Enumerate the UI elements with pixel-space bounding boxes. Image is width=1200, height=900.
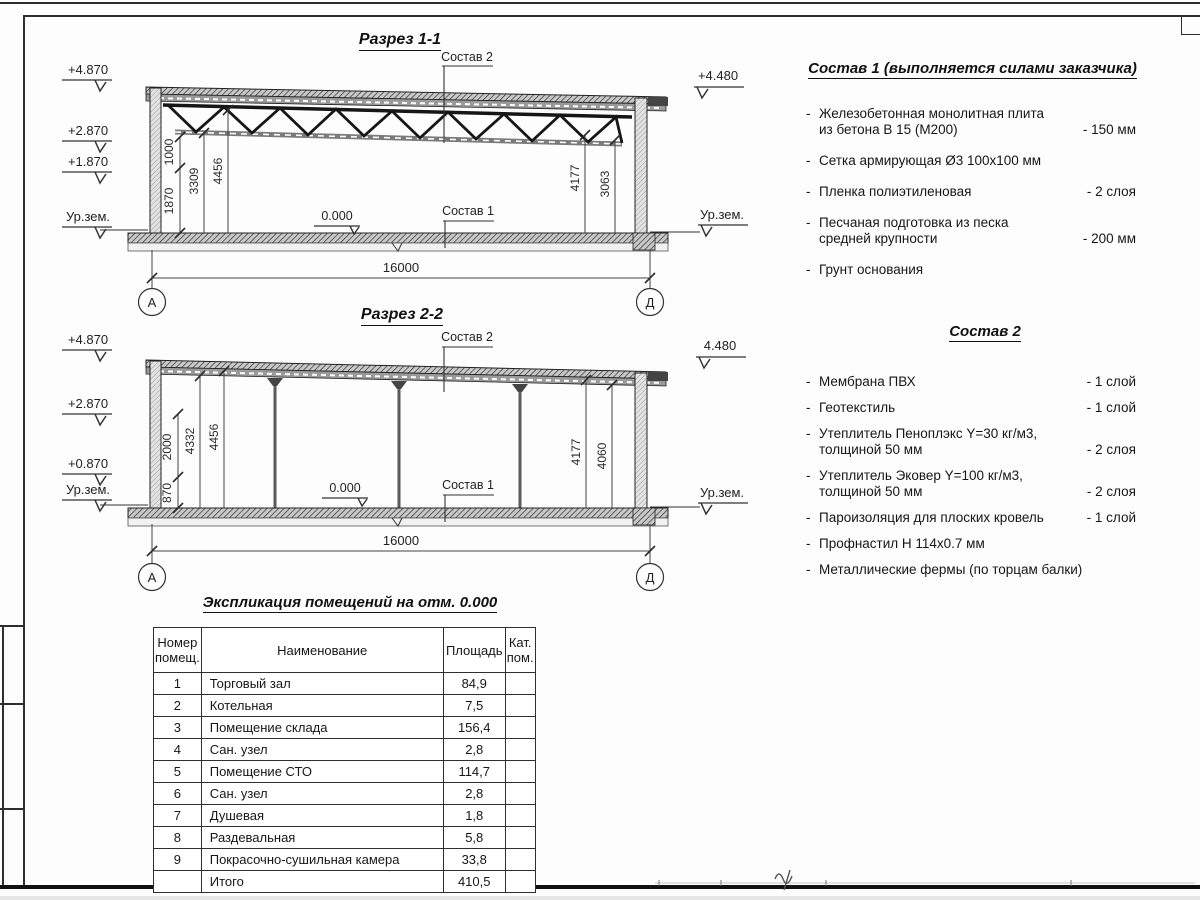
table-cell: 4: [154, 739, 202, 761]
table-row: [154, 783, 536, 805]
sostav2-list: [806, 374, 1136, 588]
dim-label: 1870: [162, 187, 176, 215]
room-schedule-table: [153, 627, 536, 893]
item-dash: -: [806, 400, 811, 415]
elevation-label: +4.870: [67, 332, 109, 347]
ground-label: Ур.зем.: [699, 207, 745, 222]
elevation-label: +1.870: [67, 154, 109, 169]
table-cell: 410,5: [443, 871, 505, 893]
item-dash: -: [806, 426, 811, 441]
table-cell: Сан. узел: [201, 783, 443, 805]
zero-level-label: 0.000: [329, 481, 361, 495]
table-cell: 2,8: [443, 783, 505, 805]
table-row: [154, 717, 536, 739]
table-row: [154, 871, 536, 893]
table-cell: 84,9: [443, 673, 505, 695]
material-item: [806, 510, 1136, 526]
item-value: - 1 слой: [1086, 374, 1136, 389]
table-cell: 1,8: [443, 805, 505, 827]
sostav2-leader-label: Состав 2: [441, 50, 493, 64]
item-text: Пленка полиэтиленовая: [819, 184, 972, 199]
dim-label: 4456: [207, 423, 221, 451]
item-text: Профнастил Н 114х0.7 мм: [819, 536, 985, 551]
axis-mark-d: Д: [645, 570, 655, 585]
elevation-marks-left: [62, 332, 112, 511]
table-cell: 3: [154, 717, 202, 739]
col-header-area: Площадь: [443, 628, 505, 673]
span-dim-label: 16000: [382, 260, 420, 275]
elevation-label: 4.480: [703, 338, 737, 353]
table-cell: 9: [154, 849, 202, 871]
axis-mark-a: А: [147, 295, 157, 310]
material-item: [806, 374, 1136, 390]
table-row: [154, 695, 536, 717]
sostav2-leader-label: Состав 2: [441, 330, 493, 344]
material-item: [806, 536, 1136, 552]
table-cell: Сан. узел: [201, 739, 443, 761]
ground-label: Ур.зем.: [65, 209, 111, 224]
ground-label: Ур.зем.: [65, 482, 111, 497]
table-cell: 6: [154, 783, 202, 805]
table-cell: [505, 805, 535, 827]
col-header-category: Кат. пом.: [505, 628, 535, 673]
item-dash: -: [806, 215, 811, 230]
table-cell: [505, 783, 535, 805]
table-cell: 2,8: [443, 739, 505, 761]
item-value: - 1 слой: [1086, 400, 1136, 415]
sostav1-leader-label: Состав 1: [442, 204, 494, 218]
ground-label: Ур.зем.: [699, 485, 745, 500]
col-header-name: Наименование: [201, 628, 443, 673]
section-2-title: Разрез 2-2: [312, 306, 492, 326]
table-cell: 33,8: [443, 849, 505, 871]
table-cell: [505, 849, 535, 871]
sostav1-title: Состав 1 (выполняется силами заказчика): [808, 60, 1137, 77]
item-value: - 200 мм: [1082, 231, 1136, 246]
room-schedule-title: Экспликация помещений на отм. 0.000: [202, 594, 498, 611]
elevation-label: +4.480: [697, 68, 739, 83]
item-text: Железобетонная монолитная плита из бетона В 15 (М200): [819, 106, 1045, 137]
table-row: [154, 827, 536, 849]
zero-level-label: 0.000: [321, 209, 353, 223]
item-text: Геотекстиль: [819, 400, 896, 415]
table-row: [154, 761, 536, 783]
dim-label: 4177: [569, 438, 583, 466]
material-item: [806, 262, 1136, 278]
pencil-marks: [655, 870, 1195, 890]
table-cell: 114,7: [443, 761, 505, 783]
table-cell: [505, 717, 535, 739]
sostav2-title: Состав 2: [949, 323, 1021, 340]
item-dash: -: [806, 184, 811, 199]
span-dim-label: 16000: [382, 533, 420, 548]
elevation-label: +4.870: [67, 62, 109, 77]
item-text: Утеплитель Пеноплэкс Y=30 кг/м3, толщиной 50 мм: [819, 426, 1038, 457]
material-item: [806, 184, 1136, 200]
item-dash: -: [806, 153, 811, 168]
dim-label: 3063: [598, 170, 612, 198]
dim-label: 3309: [187, 167, 201, 195]
item-dash: -: [806, 468, 811, 483]
table-cell: Покрасочно-сушильная камера: [201, 849, 443, 871]
table-cell: Торговый зал: [201, 673, 443, 695]
table-cell: [505, 739, 535, 761]
item-dash: -: [806, 262, 811, 277]
section-1-title: Разрез 1-1: [310, 31, 490, 51]
table-cell: [505, 673, 535, 695]
table-cell: [154, 871, 202, 893]
axis-mark-d: Д: [645, 295, 655, 310]
dimension-lines: [173, 366, 617, 513]
item-text: Песчаная подготовка из песка средней крупности: [819, 215, 1009, 246]
table-cell: 5: [154, 761, 202, 783]
elevation-label: +2.870: [67, 396, 109, 411]
dim-label: 4060: [595, 442, 609, 470]
table-cell: Душевая: [201, 805, 443, 827]
item-value: - 2 слоя: [1086, 484, 1136, 499]
table-cell: 5,8: [443, 827, 505, 849]
item-dash: -: [806, 536, 811, 551]
sostav1-list: [806, 106, 1136, 293]
table-cell: Помещение СТО: [201, 761, 443, 783]
dim-label: 4332: [183, 427, 197, 455]
table-cell: 7: [154, 805, 202, 827]
item-dash: -: [806, 562, 811, 577]
item-dash: -: [806, 374, 811, 389]
item-text: Грунт основания: [819, 262, 924, 277]
material-item: [806, 215, 1136, 247]
material-item: [806, 400, 1136, 416]
material-item: [806, 426, 1136, 458]
item-dash: -: [806, 106, 811, 121]
table-cell: [505, 695, 535, 717]
material-item: [806, 562, 1136, 578]
table-cell: Помещение склада: [201, 717, 443, 739]
table-cell: 156,4: [443, 717, 505, 739]
table-row: [154, 673, 536, 695]
elevation-marks-right: [694, 68, 748, 236]
table-cell: Итого: [201, 871, 443, 893]
item-dash: -: [806, 510, 811, 525]
table-cell: [505, 871, 535, 893]
dim-label: 870: [160, 482, 174, 504]
elevation-label: +0.870: [67, 456, 109, 471]
elevation-marks-right: [696, 338, 748, 514]
table-cell: [505, 761, 535, 783]
item-value: - 150 мм: [1082, 122, 1136, 137]
item-value: - 2 слоя: [1086, 184, 1136, 199]
item-text: Сетка армирующая Ø3 100х100 мм: [819, 153, 1042, 168]
dim-label: 4177: [568, 164, 582, 192]
material-item: [806, 106, 1136, 138]
section-2-drawing: [62, 330, 748, 591]
table-cell: 1: [154, 673, 202, 695]
col-header-number: Номер помещ.: [154, 628, 202, 673]
table-header-row: [154, 628, 536, 673]
item-value: - 2 слоя: [1086, 442, 1136, 457]
item-text: Мембрана ПВХ: [819, 374, 916, 389]
table-row: [154, 805, 536, 827]
elevation-label: +2.870: [67, 123, 109, 138]
table-cell: Котельная: [201, 695, 443, 717]
dim-label: 1000: [162, 138, 176, 166]
dim-label: 2000: [160, 433, 174, 461]
table-cell: Раздевальная: [201, 827, 443, 849]
material-item: [806, 468, 1136, 500]
sostav1-leader-label: Состав 1: [442, 478, 494, 492]
table-cell: 2: [154, 695, 202, 717]
table-row: [154, 739, 536, 761]
axis-mark-a: А: [147, 570, 157, 585]
elevation-marks-left: [62, 62, 112, 238]
table-row: [154, 849, 536, 871]
section-1-drawing: [62, 50, 748, 316]
item-value: - 1 слой: [1086, 510, 1136, 525]
material-item: [806, 153, 1136, 169]
table-cell: 7,5: [443, 695, 505, 717]
item-text: Утеплитель Эковер Y=100 кг/м3, толщиной 50 мм: [819, 468, 1023, 499]
table-cell: [505, 827, 535, 849]
dim-label: 4456: [211, 157, 225, 185]
item-text: Пароизоляция для плоских кровель: [819, 510, 1044, 525]
table-cell: 8: [154, 827, 202, 849]
item-text: Металлические фермы (по торцам балки): [819, 562, 1083, 577]
